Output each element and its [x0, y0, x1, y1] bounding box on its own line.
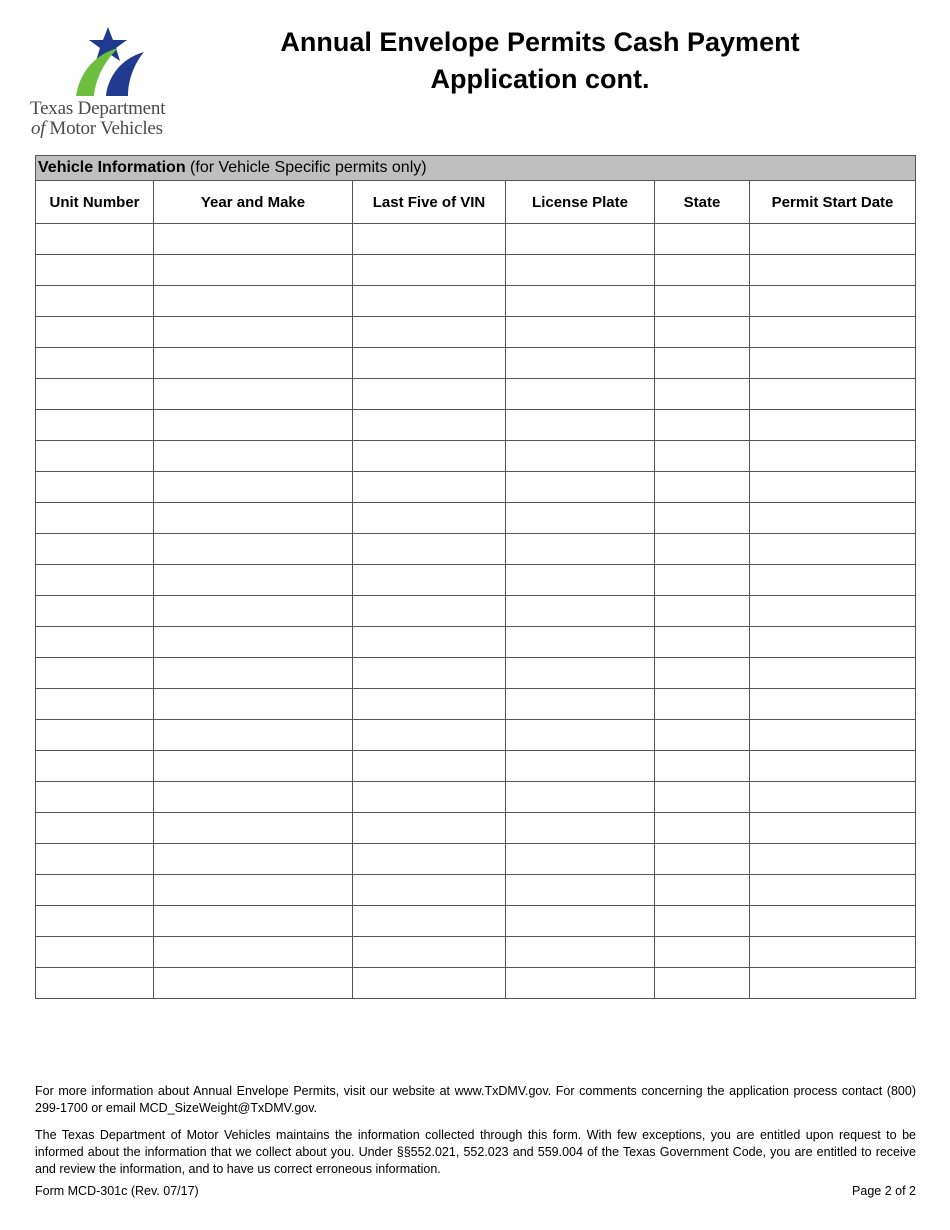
title-line1: Annual Envelope Permits Cash Payment	[280, 27, 800, 57]
cell-unit-number[interactable]	[36, 658, 154, 689]
cell-state[interactable]	[655, 255, 750, 286]
table-row	[36, 596, 916, 627]
cell-year-make[interactable]	[154, 968, 353, 999]
cell-license-plate[interactable]	[506, 658, 655, 689]
cell-permit-start-date[interactable]	[750, 410, 916, 441]
cell-license-plate[interactable]	[506, 813, 655, 844]
cell-permit-start-date[interactable]	[750, 286, 916, 317]
cell-unit-number[interactable]	[36, 472, 154, 503]
table-row	[36, 720, 916, 751]
cell-unit-number[interactable]	[36, 968, 154, 999]
cell-year-make[interactable]	[154, 224, 353, 255]
cell-last-five-vin[interactable]	[353, 286, 506, 317]
table-row	[36, 875, 916, 906]
star-swoosh-icon	[66, 26, 152, 98]
cell-state[interactable]	[655, 565, 750, 596]
cell-unit-number[interactable]	[36, 255, 154, 286]
table-row	[36, 968, 916, 999]
cell-state[interactable]	[655, 720, 750, 751]
column-header-permit-start-date: Permit Start Date	[750, 181, 916, 224]
title-line2: Application cont.	[430, 64, 650, 94]
table-row	[36, 286, 916, 317]
cell-permit-start-date[interactable]	[750, 658, 916, 689]
cell-state[interactable]	[655, 348, 750, 379]
cell-last-five-vin[interactable]	[353, 689, 506, 720]
cell-last-five-vin[interactable]	[353, 937, 506, 968]
cell-permit-start-date[interactable]	[750, 534, 916, 565]
cell-unit-number[interactable]	[36, 503, 154, 534]
cell-permit-start-date[interactable]	[750, 937, 916, 968]
cell-last-five-vin[interactable]	[353, 658, 506, 689]
cell-year-make[interactable]	[154, 875, 353, 906]
cell-license-plate[interactable]	[506, 844, 655, 875]
cell-license-plate[interactable]	[506, 751, 655, 782]
cell-unit-number[interactable]	[36, 224, 154, 255]
table-row	[36, 813, 916, 844]
cell-state[interactable]	[655, 782, 750, 813]
cell-unit-number[interactable]	[36, 813, 154, 844]
cell-year-make[interactable]	[154, 472, 353, 503]
cell-permit-start-date[interactable]	[750, 844, 916, 875]
cell-last-five-vin[interactable]	[353, 596, 506, 627]
cell-unit-number[interactable]	[36, 348, 154, 379]
cell-last-five-vin[interactable]	[353, 534, 506, 565]
cell-unit-number[interactable]	[36, 720, 154, 751]
cell-year-make[interactable]	[154, 782, 353, 813]
page-number: Page 2 of 2	[852, 1184, 916, 1198]
cell-year-make[interactable]	[154, 937, 353, 968]
cell-permit-start-date[interactable]	[750, 441, 916, 472]
cell-state[interactable]	[655, 472, 750, 503]
cell-unit-number[interactable]	[36, 317, 154, 348]
cell-year-make[interactable]	[154, 720, 353, 751]
section-title: Vehicle Information	[38, 159, 186, 176]
cell-year-make[interactable]	[154, 441, 353, 472]
table-row	[36, 441, 916, 472]
cell-unit-number[interactable]	[36, 410, 154, 441]
cell-permit-start-date[interactable]	[750, 596, 916, 627]
column-header-license-plate: License Plate	[506, 181, 655, 224]
cell-state[interactable]	[655, 813, 750, 844]
cell-last-five-vin[interactable]	[353, 968, 506, 999]
cell-permit-start-date[interactable]	[750, 317, 916, 348]
cell-state[interactable]	[655, 441, 750, 472]
cell-last-five-vin[interactable]	[353, 782, 506, 813]
table-row	[36, 689, 916, 720]
cell-year-make[interactable]	[154, 255, 353, 286]
table-row	[36, 348, 916, 379]
cell-unit-number[interactable]	[36, 875, 154, 906]
cell-permit-start-date[interactable]	[750, 503, 916, 534]
table-row	[36, 627, 916, 658]
cell-year-make[interactable]	[154, 503, 353, 534]
cell-state[interactable]	[655, 534, 750, 565]
cell-year-make[interactable]	[154, 286, 353, 317]
section-note: (for Vehicle Specific permits only)	[185, 159, 427, 176]
cell-license-plate[interactable]	[506, 410, 655, 441]
cell-last-five-vin[interactable]	[353, 472, 506, 503]
cell-license-plate[interactable]	[506, 224, 655, 255]
cell-state[interactable]	[655, 844, 750, 875]
cell-unit-number[interactable]	[36, 844, 154, 875]
cell-year-make[interactable]	[154, 348, 353, 379]
cell-state[interactable]	[655, 286, 750, 317]
cell-last-five-vin[interactable]	[353, 565, 506, 596]
column-header-state: State	[655, 181, 750, 224]
cell-state[interactable]	[655, 317, 750, 348]
cell-last-five-vin[interactable]	[353, 317, 506, 348]
cell-unit-number[interactable]	[36, 782, 154, 813]
cell-year-make[interactable]	[154, 596, 353, 627]
cell-state[interactable]	[655, 503, 750, 534]
cell-last-five-vin[interactable]	[353, 875, 506, 906]
txdmv-logo	[28, 26, 190, 142]
privacy-paragraph: The Texas Department of Motor Vehicles maintains the information collected through this form. With few exceptions, you are entitled upon request to be informed about the information that we collect about you. Under §§552.021, 552.023 and 559.004 of the Texas Government Code, you are entitled to receive and review the information, and to have us correct erroneous information.	[35, 1128, 916, 1176]
cell-license-plate[interactable]	[506, 255, 655, 286]
table-row	[36, 565, 916, 596]
cell-year-make[interactable]	[154, 410, 353, 441]
cell-unit-number[interactable]	[36, 441, 154, 472]
cell-permit-start-date[interactable]	[750, 875, 916, 906]
cell-permit-start-date[interactable]	[750, 348, 916, 379]
cell-permit-start-date[interactable]	[750, 255, 916, 286]
table-row	[36, 224, 916, 255]
cell-last-five-vin[interactable]	[353, 255, 506, 286]
cell-state[interactable]	[655, 689, 750, 720]
table-row	[36, 782, 916, 813]
cell-state[interactable]	[655, 968, 750, 999]
column-header-year-make: Year and Make	[154, 181, 353, 224]
cell-license-plate[interactable]	[506, 441, 655, 472]
cell-unit-number[interactable]	[36, 689, 154, 720]
cell-year-make[interactable]	[154, 565, 353, 596]
cell-unit-number[interactable]	[36, 596, 154, 627]
cell-license-plate[interactable]	[506, 906, 655, 937]
cell-permit-start-date[interactable]	[750, 968, 916, 999]
vehicle-rows	[36, 224, 916, 999]
cell-state[interactable]	[655, 379, 750, 410]
cell-last-five-vin[interactable]	[353, 503, 506, 534]
cell-unit-number[interactable]	[36, 906, 154, 937]
logo-motor-vehicles: Motor Vehicles	[49, 118, 163, 139]
table-row	[36, 255, 916, 286]
cell-last-five-vin[interactable]	[353, 410, 506, 441]
cell-license-plate[interactable]	[506, 596, 655, 627]
cell-permit-start-date[interactable]	[750, 472, 916, 503]
cell-license-plate[interactable]	[506, 317, 655, 348]
cell-state[interactable]	[655, 627, 750, 658]
cell-unit-number[interactable]	[36, 379, 154, 410]
cell-unit-number[interactable]	[36, 751, 154, 782]
cell-year-make[interactable]	[154, 627, 353, 658]
column-header-last-five-vin: Last Five of VIN	[353, 181, 506, 224]
cell-state[interactable]	[655, 937, 750, 968]
table-row	[36, 658, 916, 689]
cell-permit-start-date[interactable]	[750, 906, 916, 937]
cell-year-make[interactable]	[154, 813, 353, 844]
cell-state[interactable]	[655, 875, 750, 906]
cell-last-five-vin[interactable]	[353, 348, 506, 379]
cell-last-five-vin[interactable]	[353, 224, 506, 255]
logo-text-line2	[31, 118, 191, 140]
cell-unit-number[interactable]	[36, 627, 154, 658]
cell-last-five-vin[interactable]	[353, 441, 506, 472]
cell-state[interactable]	[655, 224, 750, 255]
table-row	[36, 379, 916, 410]
table-row	[36, 503, 916, 534]
cell-license-plate[interactable]	[506, 472, 655, 503]
logo-text-line1: Texas Department	[30, 98, 166, 119]
column-header-unit-number: Unit Number	[36, 181, 154, 224]
cell-permit-start-date[interactable]	[750, 720, 916, 751]
cell-permit-start-date[interactable]	[750, 224, 916, 255]
cell-last-five-vin[interactable]	[353, 813, 506, 844]
cell-year-make[interactable]	[154, 689, 353, 720]
cell-year-make[interactable]	[154, 317, 353, 348]
cell-license-plate[interactable]	[506, 782, 655, 813]
cell-unit-number[interactable]	[36, 937, 154, 968]
table-row	[36, 906, 916, 937]
cell-license-plate[interactable]	[506, 379, 655, 410]
cell-last-five-vin[interactable]	[353, 379, 506, 410]
cell-license-plate[interactable]	[506, 534, 655, 565]
table-row	[36, 751, 916, 782]
cell-last-five-vin[interactable]	[353, 751, 506, 782]
cell-state[interactable]	[655, 906, 750, 937]
cell-license-plate[interactable]	[506, 565, 655, 596]
cell-state[interactable]	[655, 658, 750, 689]
cell-permit-start-date[interactable]	[750, 751, 916, 782]
cell-permit-start-date[interactable]	[750, 782, 916, 813]
cell-unit-number[interactable]	[36, 286, 154, 317]
cell-license-plate[interactable]	[506, 286, 655, 317]
cell-license-plate[interactable]	[506, 627, 655, 658]
cell-permit-start-date[interactable]	[750, 627, 916, 658]
table-row	[36, 317, 916, 348]
cell-last-five-vin[interactable]	[353, 720, 506, 751]
cell-license-plate[interactable]	[506, 348, 655, 379]
cell-last-five-vin[interactable]	[353, 844, 506, 875]
cell-unit-number[interactable]	[36, 565, 154, 596]
cell-license-plate[interactable]	[506, 937, 655, 968]
table-row	[36, 410, 916, 441]
vehicle-information-table	[35, 155, 916, 999]
cell-state[interactable]	[655, 596, 750, 627]
table-row	[36, 472, 916, 503]
cell-license-plate[interactable]	[506, 720, 655, 751]
logo-of: of	[31, 118, 46, 139]
table-row	[36, 534, 916, 565]
cell-state[interactable]	[655, 751, 750, 782]
cell-year-make[interactable]	[154, 751, 353, 782]
table-row	[36, 937, 916, 968]
cell-permit-start-date[interactable]	[750, 379, 916, 410]
cell-year-make[interactable]	[154, 844, 353, 875]
cell-license-plate[interactable]	[506, 503, 655, 534]
cell-year-make[interactable]	[154, 534, 353, 565]
cell-unit-number[interactable]	[36, 534, 154, 565]
blue-swoosh	[106, 52, 144, 96]
cell-year-make[interactable]	[154, 658, 353, 689]
more-info-paragraph: For more information about Annual Envelope Permits, visit our website at www.TxDMV.gov. For comments concerning the application process contact (800) 299-1700 or email MCD_SizeWeight@TxDMV.gov.	[35, 1084, 916, 1115]
section-header	[36, 156, 916, 181]
table-row	[36, 844, 916, 875]
cell-license-plate[interactable]	[506, 968, 655, 999]
cell-year-make[interactable]	[154, 906, 353, 937]
cell-state[interactable]	[655, 410, 750, 441]
cell-license-plate[interactable]	[506, 875, 655, 906]
cell-permit-start-date[interactable]	[750, 813, 916, 844]
cell-license-plate[interactable]	[506, 689, 655, 720]
cell-last-five-vin[interactable]	[353, 906, 506, 937]
page-title	[250, 24, 830, 98]
form-number: Form MCD-301c (Rev. 07/17)	[35, 1184, 199, 1198]
cell-year-make[interactable]	[154, 379, 353, 410]
cell-last-five-vin[interactable]	[353, 627, 506, 658]
cell-permit-start-date[interactable]	[750, 565, 916, 596]
cell-permit-start-date[interactable]	[750, 689, 916, 720]
